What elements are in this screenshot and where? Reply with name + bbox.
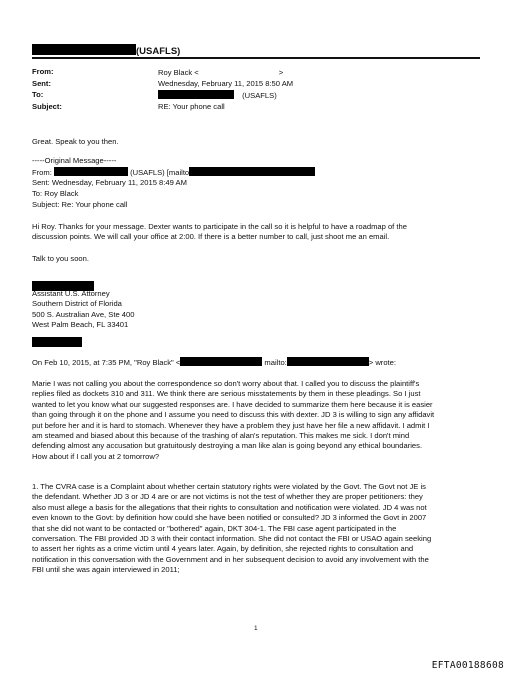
sent-value: Wednesday, February 11, 2015 8:50 AM [158, 79, 294, 88]
document-id: EFTA00188608 [431, 660, 504, 671]
message-closing: Talk to you soon. [32, 254, 89, 263]
quote-header-suffix: > wrote: [368, 358, 397, 367]
quote-header-prefix: On Feb 10, 2015, at 7:35 PM, "Roy Black" < [32, 358, 181, 367]
redaction-bar [158, 90, 234, 99]
redaction-bar [32, 44, 136, 55]
signature-phone [32, 333, 82, 351]
to-label: To: [32, 90, 44, 99]
point-line: FBI until she was again interviewed in 2011; [32, 565, 180, 575]
subject-label: Subject: [32, 102, 62, 111]
from-label: From: [32, 67, 54, 76]
original-to: To: Roy Black [32, 189, 79, 198]
point-one [32, 482, 482, 576]
sender-header [32, 44, 180, 57]
original-from-label: From: [32, 168, 52, 177]
point-line: notification in this conversation with the Government and in her subsequent decision to avoid any involvement with the [32, 554, 429, 564]
quote-header [32, 357, 396, 368]
message-line: discussion points. We will call your office at 2:00. If there is a better number to call, just shoot me an email. [32, 232, 390, 242]
page-number: 1 [254, 625, 258, 632]
quoted-line: am steamed and biased about this because of the trashing of alan's reputation. This makes me sick. I don't mind [32, 431, 410, 441]
message-line: Hi Roy. Thanks for your message. Dexter wants to participate in the call so it is helpful to have a roadmap of the [32, 222, 407, 231]
to-org: (USAFLS) [242, 91, 277, 100]
redaction-bar [189, 167, 315, 176]
signature-line: West Palm Beach, FL 33401 [32, 320, 129, 330]
redaction-bar [180, 357, 262, 366]
redaction-bar [54, 167, 128, 176]
quoted-message [32, 379, 482, 462]
point-line: the defendant. Whether JD 3 or JD 4 are or are not victims is not the test of whether they are proper petitioners: they [32, 492, 423, 502]
point-line: to assert her rights as a crime victim until 4 years later. Again, by definition, she rejected rights to consultation and [32, 544, 414, 554]
to-value [158, 90, 277, 100]
original-sent: Sent: Wednesday, February 11, 2015 8:49 AM [32, 178, 187, 187]
point-line: even known to the Govt: by definition how could she have been notified or consulted? JD 3 informed the Govt in 2007 [32, 513, 427, 523]
redaction-bar [287, 357, 369, 366]
original-subject: Subject: Re: Your phone call [32, 200, 128, 209]
signature-line: 500 S. Australian Ave, Ste 400 [32, 309, 135, 319]
sent-label: Sent: [32, 79, 51, 88]
quote-header-mailto: mailto: [264, 358, 287, 367]
quoted-line: How about if I call you at 2 tomorrow? [32, 451, 160, 461]
redaction-bar [32, 337, 82, 347]
signature-block [32, 289, 482, 331]
quoted-line: Marie I was not calling you about the correspondence so don't worry about that. I called you to discuss the plaintiff's [32, 379, 420, 388]
quoted-line: replies filed as dockets 310 and 311. We think there are serious misstatements by them in these pleadings. So I just [32, 389, 421, 399]
quoted-line: put before her and it is hard to stomach. Whenever they have a problem they just have her file a new affidavit. I admit I [32, 420, 430, 430]
point-line: 1. The CVRA case is a Complaint about whether certain statutory rights were violated by the Govt. The Govt not JE is [32, 482, 426, 491]
point-line: also must allege a basis for the allegations that their rights to consultation and notification were violated. JD 4 was not [32, 502, 427, 512]
quoted-line: defending almost any accusation but gratuitously destroying a man like alan is going beyond any ethical boundaries. [32, 441, 423, 451]
original-separator: -----Original Message----- [32, 156, 117, 165]
sender-org: (USAFLS) [136, 46, 181, 57]
from-name: Roy Black < [158, 68, 199, 77]
from-close: > [278, 68, 284, 77]
original-from [32, 167, 315, 178]
point-line: that she did not want to be contacted or "bothered" again, DKT 304-1. The FBI case agent participated in the [32, 523, 397, 533]
signature-line: Assistant U.S. Attorney [32, 289, 110, 298]
header-divider [32, 57, 480, 59]
message-body [32, 222, 482, 243]
quoted-line: than going through it on the phone and I assume you need to discuss this with dexter. JD 3 is willing to sign any affidavit [32, 410, 435, 420]
point-line: conversation. The FBI provided JD 3 with their contact information. She did not contact the FBI or USAO again seeking [32, 534, 432, 544]
original-from-org: (USAFLS) [mailto [130, 168, 190, 177]
from-value [158, 67, 283, 77]
reply-text: Great. Speak to you then. [32, 137, 119, 146]
subject-value: RE: Your phone call [158, 102, 225, 111]
quoted-line: wanted to let you know what our suggested responses are. I have decided to summarize them here because it is easier [32, 399, 433, 409]
signature-line: Southern District of Florida [32, 299, 122, 309]
